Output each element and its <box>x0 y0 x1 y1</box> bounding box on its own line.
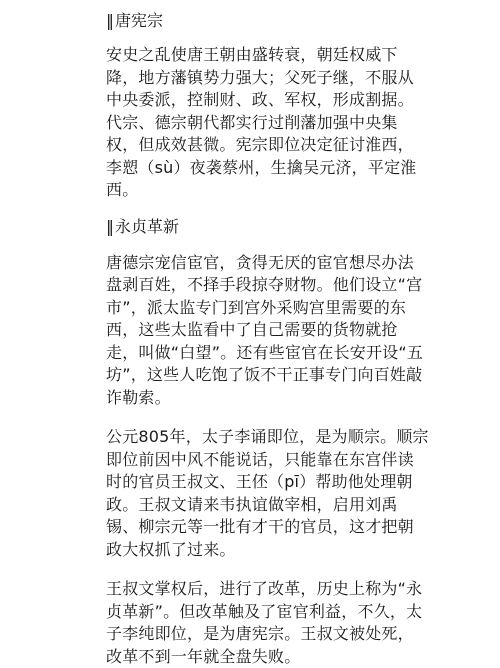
text-line: 子李纯即位，是为唐宪宗。王叔文被处死， <box>106 623 486 646</box>
text-line: 安史之乱使唐王朝由盛转衰，朝廷权威下 <box>106 44 486 67</box>
text-line: 西，这些太监看中了自己需要的货物就抢 <box>106 319 486 342</box>
paragraph-dezong-eunuchs <box>106 252 486 410</box>
paragraph-anshi-rebellion <box>106 44 486 202</box>
text-line: 西。 <box>106 179 486 202</box>
heading-bar-icon: ‖ <box>106 216 113 238</box>
text-line: 锡、柳宗元等一批有才干的官员，这才把朝 <box>106 516 486 539</box>
text-line: 市”，派太监专门到宫外采购宫里需要的东 <box>106 297 486 320</box>
text-line: 中央委派，控制财、政、军权，形成割据。 <box>106 89 486 112</box>
heading-text: 唐宪宗 <box>115 11 163 30</box>
heading-bar-icon: ‖ <box>106 10 113 32</box>
text-line: 盘剥百姓，不择手段掠夺财物。他们设立“宫 <box>106 274 486 297</box>
text-line: 权，但成效甚微。宪宗即位决定征讨淮西， <box>106 134 486 157</box>
section-heading-tang-xianzong <box>106 10 486 32</box>
text-line: 贞革新”。但改革触及了宦官利益，不久，太 <box>106 601 486 624</box>
text-line: 王叔文掌权后，进行了改革，历史上称为“永 <box>106 578 486 601</box>
text-line: 政大权抓了过来。 <box>106 539 486 562</box>
text-line: 诈勒索。 <box>106 387 486 410</box>
text-line: 政。王叔文请来韦执谊做宰相，启用刘禹 <box>106 494 486 517</box>
paragraph-reform-failure <box>106 578 486 668</box>
text-line: 时的官员王叔文、王伾（pī）帮助他处理朝 <box>106 471 486 494</box>
text-line: 即位前因中风不能说话，只能靠在东宫伴读 <box>106 449 486 472</box>
section-heading-yongzhen-reform <box>106 216 486 238</box>
text-line: 代宗、德宗朝代都实行过削藩加强中央集 <box>106 112 486 135</box>
text-line: 降，地方藩镇势力强大；父死子继，不服从 <box>106 67 486 90</box>
text-line: 坊”，这些人吃饱了饭不干正事专门向百姓敲 <box>106 364 486 387</box>
text-line: 李愬（sù）夜袭蔡州，生擒吴元济，平定淮 <box>106 157 486 180</box>
text-line: 走，叫做“白望”。还有些宦官在长安开设“五 <box>106 342 486 365</box>
text-line: 唐德宗宠信宦官，贪得无厌的宦官想尽办法 <box>106 252 486 275</box>
paragraph-shunzong-accession <box>106 426 486 561</box>
heading-text: 永贞革新 <box>115 217 179 236</box>
text-line: 公元805年，太子李诵即位，是为顺宗。顺宗 <box>106 426 486 449</box>
text-line: 改革不到一年就全盘失败。 <box>106 646 486 668</box>
